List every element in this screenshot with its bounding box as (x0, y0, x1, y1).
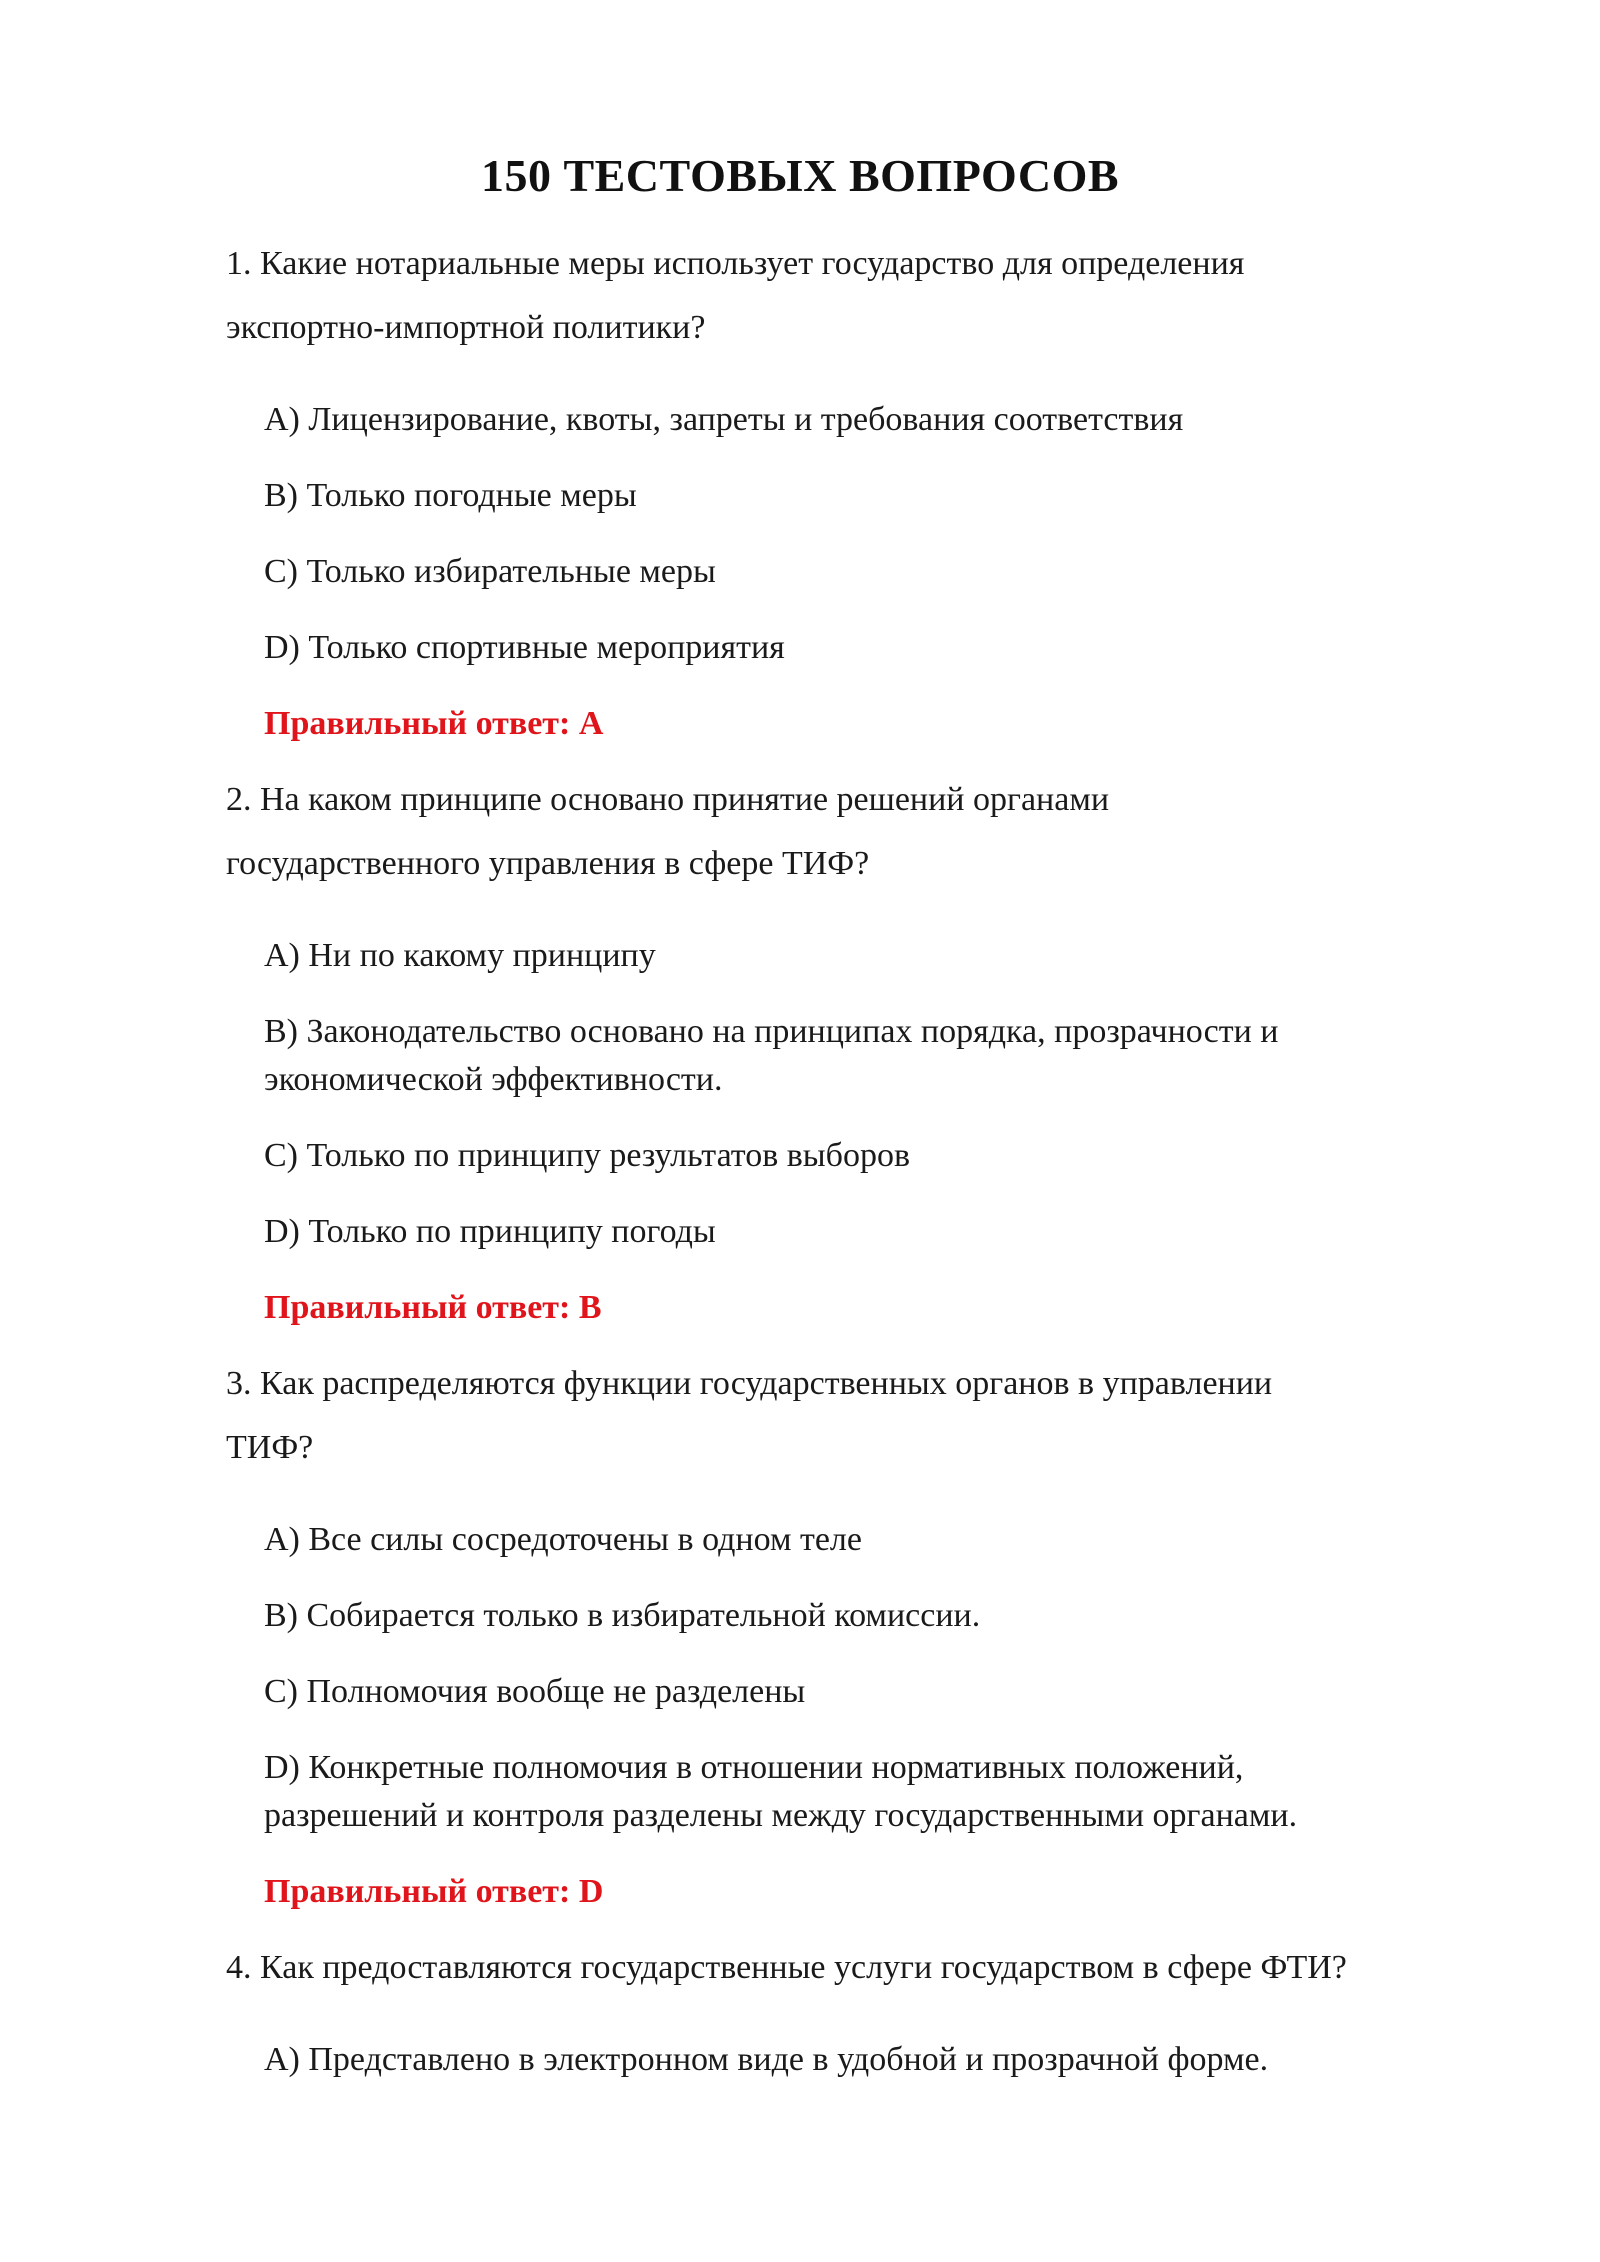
question-1-line-1: 1. Какие нотариальные меры использует государство для определения (226, 245, 1245, 282)
answer-label: Правильный ответ: (264, 705, 571, 742)
question-2-option-c: C) Только по принципу результатов выборов (264, 1137, 910, 1174)
question-3-line-2: ТИФ? (226, 1429, 314, 1466)
question-1-answer (264, 702, 603, 746)
question-3-option-b: B) Собирается только в избирательной комиссии. (264, 1597, 981, 1634)
question-3-option-c: C) Полномочия вообще не разделены (264, 1673, 806, 1710)
question-3-option-d-line-2: разрешений и контроля разделены между государственными органами. (264, 1797, 1298, 1834)
answer-letter: A (578, 705, 604, 742)
question-2-option-a: A) Ни по какому принципу (264, 937, 656, 974)
question-3-answer (264, 1870, 603, 1914)
question-3-option-d-line-1: D) Конкретные полномочия в отношении нормативных положений, (264, 1749, 1244, 1786)
question-3-line-1: 3. Как распределяются функции государственных органов в управлении (226, 1365, 1273, 1402)
question-2-answer (264, 1286, 602, 1330)
question-3-option-a: A) Все силы сосредоточены в одном теле (264, 1521, 862, 1558)
answer-letter: B (578, 1289, 602, 1326)
question-2-line-1: 2. На каком принципе основано принятие решений органами (226, 781, 1110, 818)
question-4-line-1: 4. Как предоставляются государственные услуги государством в сфере ФТИ? (226, 1949, 1347, 1986)
answer-label: Правильный ответ: (264, 1289, 571, 1326)
question-1-option-a: A) Лицензирование, квоты, запреты и требования соответствия (264, 401, 1184, 438)
question-2-line-2: государственного управления в сфере ТИФ? (226, 845, 870, 882)
question-1-line-2: экспортно-импортной политики? (226, 309, 706, 346)
answer-letter: D (578, 1873, 604, 1910)
question-1-option-c: C) Только избирательные меры (264, 553, 716, 590)
question-2-option-b-line-1: B) Законодательство основано на принципах порядка, прозрачности и (264, 1013, 1279, 1050)
question-2-option-b-line-2: экономической эффективности. (264, 1061, 723, 1098)
question-4-option-a: A) Представлено в электронном виде в удобной и прозрачной форме. (264, 2041, 1269, 2078)
page-title: 150 ТЕСТОВЫХ ВОПРОСОВ (480, 150, 1120, 201)
question-1-option-b: B) Только погодные меры (264, 477, 637, 514)
question-2-option-d: D) Только по принципу погоды (264, 1213, 716, 1250)
answer-label: Правильный ответ: (264, 1873, 571, 1910)
question-1-option-d: D) Только спортивные мероприятия (264, 629, 785, 666)
